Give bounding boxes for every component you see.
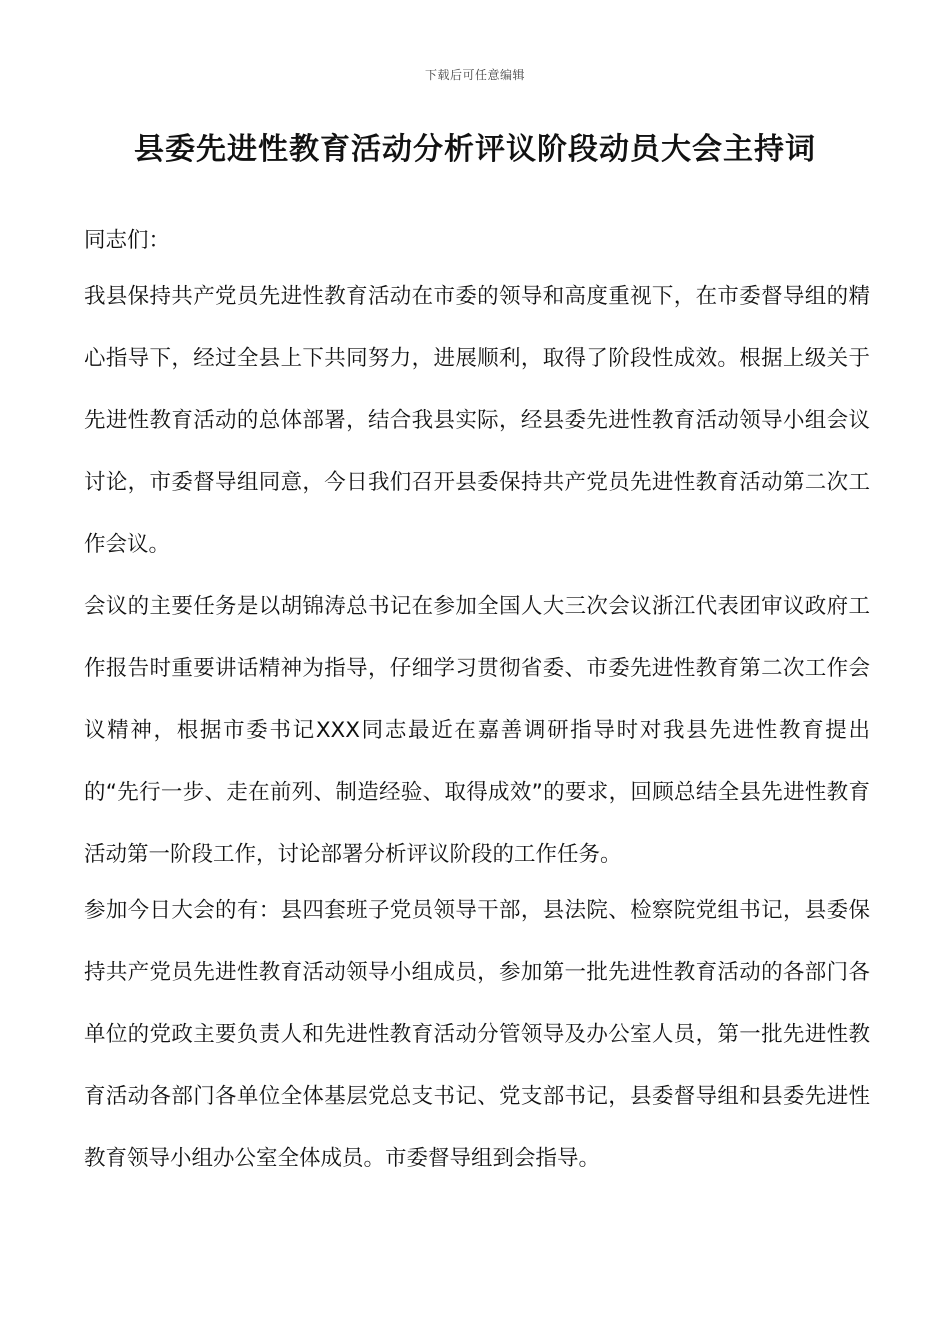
document-title: 县委先进性教育活动分析评议阶段动员大会主持词 <box>134 132 816 167</box>
paragraph-meeting-tasks: 会议的主要任务是以胡锦涛总书记在参加全国人大三次会议浙江代表团审议政府工作报告时重要讲话精神为指导，仔细学习贯彻省委、市委先进性教育第二次工作会议精神，根据市委书记XXX同志最近在嘉善调研指导时对我县先进性教育提出的“先行一步、走在前列、制造经验、取得成效”的要求，回顾总结全县先进性教育活动第一阶段工作，讨论部署分析评议阶段的工作任务。 <box>84 594 870 867</box>
paragraph-opening: 我县保持共产党员先进性教育活动在市委的领导和高度重视下，在市委督导组的精心指导下，经过全县上下共同努力，进展顺利，取得了阶段性成效。根据上级关于先进性教育活动的总体部署，结合我县实际，经县委先进性教育活动领导小组会议讨论，市委督导组同意，今日我们召开县委保持共产党员先进性教育活动第二次工作会议。 <box>84 284 870 557</box>
paragraph-attendees: 参加今日大会的有：县四套班子党员领导干部，县法院、检察院党组书记，县委保持共产党员先进性教育活动领导小组成员，参加第一批先进性教育活动的各部门各单位的党政主要负责人和先进性教育活动分管领导及办公室人员，第一批先进性教育活动各部门各单位全体基层党总支书记、党支部书记，县委督导组和县委先进性教育领导小组办公室全体成员。市委督导组到会指导。 <box>84 898 870 1171</box>
salutation: 同志们： <box>84 228 171 253</box>
header-note: 下载后可任意编辑 <box>424 68 525 82</box>
